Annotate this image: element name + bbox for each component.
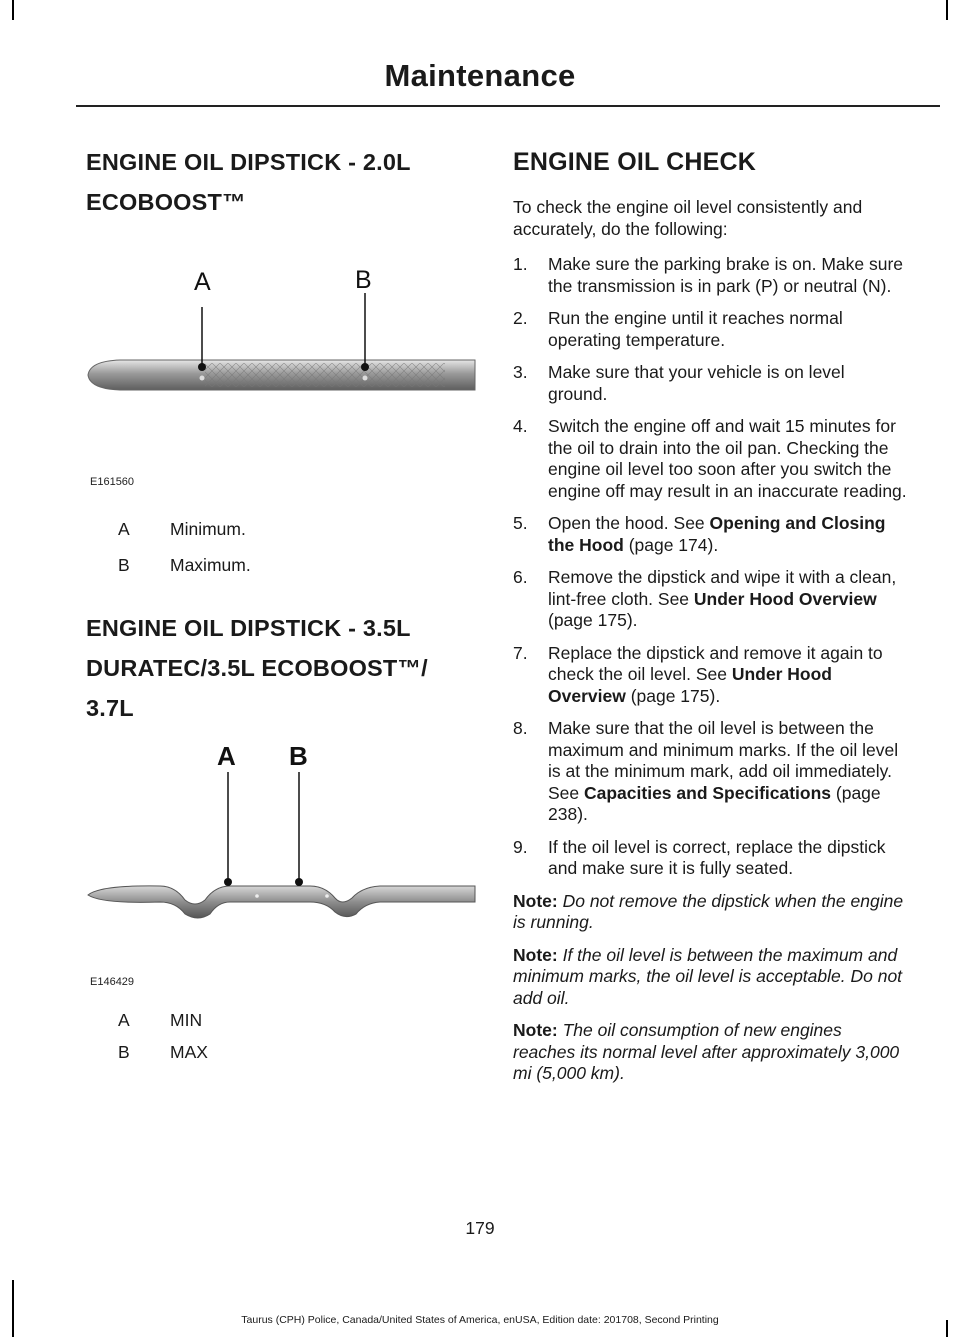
heading-line: DURATEC/3.5L ECOBOOST™/ [86,655,428,681]
dipstick-illustration [80,730,480,990]
section-heading-dipstick-2-0l [86,146,486,219]
step-text: If the oil level is correct, replace the dipstick and make sure it is fully seated. [548,836,886,878]
note-paragraph [513,891,908,934]
legend-dipstick-2-0l [118,513,418,581]
legend-value: Minimum. [170,519,246,539]
heading-line: ENGINE OIL DIPSTICK - 2.0L [86,149,411,175]
legend-key: B [118,1042,130,1062]
note-paragraph [513,1020,908,1085]
note-label: Note: [513,944,558,965]
step-text: Make sure the parking brake is on. Make sure the transmission is in park (P) or neutral (N). [548,254,904,296]
step-text: Open the hood. See [548,513,710,533]
header-divider [76,105,940,107]
note-label: Note: [513,1020,558,1040]
engine-oil-check-body [513,197,908,1096]
step-number: 9. [513,836,528,857]
heading-line: ENGINE OIL DIPSTICK - 3.5L [86,615,411,641]
cross-reference-link[interactable]: Opening and Closing the Hood [548,513,886,555]
dipstick-figure-2-0l [80,255,480,490]
crop-mark-bottom-left [12,1280,14,1337]
procedure-step [513,308,908,351]
procedure-step [513,362,908,405]
heading-line: 3.7L [86,695,134,721]
procedure-step [513,718,908,826]
dipstick-figure-3-5l [80,730,480,990]
legend-row [118,1004,418,1036]
legend-row [118,513,418,545]
step-number: 4. [513,416,528,436]
section-heading-dipstick-3-5l [86,612,496,725]
step-number: 1. [513,254,528,274]
step-number: 7. [513,642,528,663]
legend-row [118,1036,418,1068]
procedure-step [513,567,908,632]
figure-label-a: A [194,268,211,296]
edition-footer: Taurus (CPH) Police, Canada/United States of America, enUSA, Edition date: 201708, Second Printing [241,1314,719,1326]
step-number: 3. [513,362,528,382]
crop-mark-top-left [12,0,14,20]
step-text: Make sure that the oil level is between the maximum and minimum marks. If the oil level is at the minimum mark, add oil immediately. See [548,718,899,803]
dipstick-illustration [80,255,480,490]
page-reference: (page 175). [625,685,721,706]
legend-key: A [118,519,130,539]
procedure-step [513,254,908,297]
figure-label-b: B [289,741,308,771]
procedure-step [513,837,908,880]
page-header-title: Maintenance [384,58,576,93]
note-text: The oil consumption of new engines reaches its normal level after approximately 3,000 mi (5,000 km). [513,1020,900,1083]
figure-label-a: A [217,741,236,771]
heading-line: ECOBOOST™ [86,189,246,215]
page-reference: (page 175). [548,610,638,630]
note-text: Do not remove the dipstick when the engine is running. [513,890,904,932]
procedure-step [513,513,908,556]
page-number: 179 [465,1218,495,1238]
figure-code: E146429 [90,976,135,988]
step-number: 5. [513,513,528,533]
legend-dipstick-3-5l [118,1004,418,1068]
step-text: Remove the dipstick and wipe it with a clean, lint-free cloth. See [548,567,897,609]
cross-reference-link[interactable]: Capacities and Specifications [584,782,832,803]
step-text: Replace the dipstick and remove it again to check the oil level. See [548,642,883,684]
legend-value: Maximum. [170,555,251,575]
intro-paragraph: To check the engine oil level consistently and accurately, do the following: [513,197,863,239]
step-text: Make sure that your vehicle is on level ground. [548,362,845,404]
crop-mark-top-right [946,0,948,20]
cross-reference-link[interactable]: Under Hood Overview [548,664,832,706]
figure-label-b: B [355,266,372,294]
legend-key: B [118,555,130,575]
note-text: If the oil level is between the maximum and minimum marks, the oil level is acceptable. Do not add oil. [513,944,903,1008]
note-paragraph [513,945,908,1010]
step-text: Run the engine until it reaches normal operating temperature. [548,308,843,350]
procedure-step [513,416,908,502]
step-number: 2. [513,308,528,328]
cross-reference-link[interactable]: Under Hood Overview [693,588,877,609]
page-reference: (page 238). [548,782,881,824]
legend-key: A [118,1010,130,1030]
legend-value: MIN [170,1010,203,1030]
heading-line: ENGINE OIL CHECK [513,148,757,176]
legend-value: MAX [170,1042,208,1062]
legend-row [118,549,418,581]
section-heading-engine-oil-check [513,146,913,179]
step-number: 8. [513,718,528,738]
note-label: Note: [513,890,558,911]
figure-code: E161560 [90,476,135,488]
page-reference: (page 174). [623,534,719,555]
step-text: Switch the engine off and wait 15 minutes for the oil to drain into the oil pan. Checking the engine oil level too soon after you switch the engine off may result in an inaccurate reading. [548,416,907,501]
step-number: 6. [513,567,528,587]
procedure-step [513,643,908,708]
